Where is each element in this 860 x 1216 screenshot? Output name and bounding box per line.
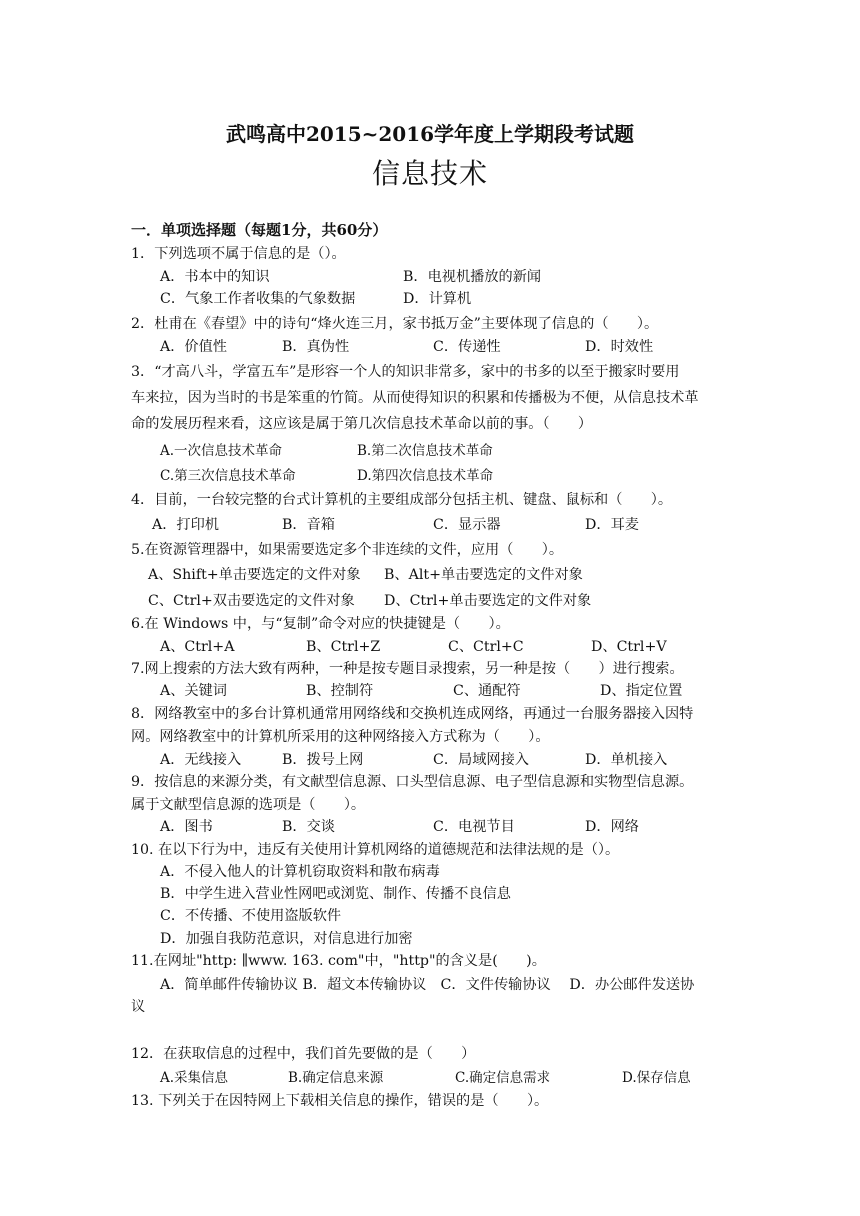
question-4-option-a: A．打印机	[152, 517, 219, 533]
question-7-option-a: A、关键词	[160, 683, 227, 699]
question-3-line-1: 3．“才高八斗，学富五车”是形容一个人的知识非常多，家中的书多的以至于搬家时要用	[131, 364, 680, 380]
question-8-option-c: C．局域网接入	[433, 752, 529, 768]
question-11-options-wrap: 议	[131, 999, 146, 1015]
question-9-option-a: A．图书	[160, 819, 213, 835]
question-13-stem: 13. 下列关于在因特网上下载相关信息的操作，错误的是（ ）。	[131, 1093, 549, 1109]
question-3-line-2: 车来拉，因为当时的书是笨重的竹简。从而使得知识的积累和传播极为不便，从信息技术革	[131, 390, 699, 406]
question-10-option-a: A．不侵入他人的计算机窃取资料和散布病毒	[160, 864, 440, 880]
question-6-option-b: B、Ctrl+Z	[306, 639, 381, 655]
question-9-option-c: C．电视节目	[433, 819, 515, 835]
question-5-option-a: A、Shift+单击要选定的文件对象	[148, 567, 361, 583]
question-9-option-b: B．交谈	[282, 819, 335, 835]
question-2-option-b: B．真伪性	[282, 339, 350, 355]
question-2-option-c: C．传递性	[433, 339, 501, 355]
question-12-option-c: C.确定信息需求	[455, 1070, 551, 1086]
question-3-option-b: B.第二次信息技术革命	[357, 443, 493, 459]
question-4-stem: 4．目前，一台较完整的台式计算机的主要组成部分包括主机、键盘、鼠标和（ ）。	[131, 492, 673, 508]
question-11-options: A．简单邮件传输协议 B．超文本传输协议 C．文件传输协议 D．办公邮件发送协	[160, 977, 695, 993]
question-4-option-c: C．显示器	[433, 517, 501, 533]
question-5-option-c: C、Ctrl+双击要选定的文件对象	[148, 593, 355, 609]
question-7-option-d: D、指定位置	[600, 683, 683, 699]
question-11-stem: 11.在网址"http: ∥www. 163. com"中，"http"的含义是( )。	[131, 953, 546, 969]
question-9-line-1: 9．按信息的来源分类，有文献型信息源、口头型信息源、电子型信息源和实物型信息源。	[131, 774, 694, 790]
question-10-stem: 10. 在以下行为中，违反有关使用计算机网络的道德规范和法律法规的是（）。	[131, 842, 620, 858]
question-10-option-b: B．中学生进入营业性网吧或浏览、制作、传播不良信息	[160, 886, 511, 902]
question-2-stem: 2．杜甫在《春望》中的诗句“烽火连三月，家书抵万金”主要体现了信息的（ ）。	[131, 316, 659, 332]
question-10-option-d: D．加强自我防范意识，对信息进行加密	[160, 931, 413, 947]
question-5-option-d: D、Ctrl+单击要选定的文件对象	[384, 593, 592, 609]
question-8-option-b: B．拨号上网	[282, 752, 364, 768]
question-3-option-d: D.第四次信息技术革命	[357, 468, 494, 484]
question-4-option-d: D．耳麦	[585, 517, 639, 533]
question-1-option-a: A．书本中的知识	[160, 269, 270, 285]
question-1-option-b: B．电视机播放的新闻	[403, 269, 542, 285]
question-12-option-d: D.保存信息	[622, 1070, 691, 1086]
question-10-option-c: C．不传播、不使用盗版软件	[160, 908, 342, 924]
question-12-option-a: A.采集信息	[160, 1070, 229, 1086]
question-6-stem: 6.在 Windows 中，与“复制”命令对应的快捷键是（ ）。	[131, 616, 510, 632]
question-2-option-d: D．时效性	[585, 339, 654, 355]
question-7-stem: 7.网上搜索的方法大致有两种，一种是按专题目录搜索，另一种是按（ ）进行搜索。	[131, 661, 684, 677]
question-9-line-2: 属于文献型信息源的选项是（ ）。	[131, 797, 366, 813]
question-12-stem: 12．在获取信息的过程中，我们首先要做的是（ ）	[131, 1046, 476, 1062]
question-1-stem: 1．下列选项不属于信息的是（）。	[131, 246, 346, 262]
question-3-line-3: 命的发展历程来看，这应该是属于第几次信息技术革命以前的事。（ ）	[131, 416, 593, 432]
question-8-line-2: 网。网络教室中的计算机所采用的这种网络接入方式称为（ ）。	[131, 729, 550, 745]
exam-title: 武鸣高中2015~2016学年度上学期段考试题	[225, 122, 635, 146]
subject-title: 信息技术	[371, 157, 488, 190]
question-12-option-b: B.确定信息来源	[288, 1070, 384, 1086]
question-4-option-b: B．音箱	[282, 517, 335, 533]
question-8-line-1: 8．网络教室中的多台计算机通常用网络线和交换机连成网络，再通过一台服务器接入因特	[131, 706, 694, 722]
question-8-option-d: D．单机接入	[585, 752, 668, 768]
question-1-option-d: D．计算机	[403, 291, 472, 307]
question-3-option-c: C.第三次信息技术革命	[160, 468, 296, 484]
section-heading: 一．单项选择题（每题1分，共60分）	[131, 221, 388, 239]
question-2-option-a: A．价值性	[160, 339, 227, 355]
question-7-option-b: B、控制符	[306, 683, 374, 699]
question-9-option-d: D．网络	[585, 819, 639, 835]
question-5-option-b: B、Alt+单击要选定的文件对象	[384, 567, 583, 583]
question-3-option-a: A.一次信息技术革命	[160, 443, 283, 459]
question-8-option-a: A．无线接入	[160, 752, 242, 768]
question-5-stem: 5.在资源管理器中，如果需要选定多个非连续的文件，应用（ ）。	[131, 542, 564, 558]
question-1-option-c: C．气象工作者收集的气象数据	[160, 291, 356, 307]
question-6-option-c: C、Ctrl+C	[448, 639, 524, 655]
question-6-option-a: A、Ctrl+A	[160, 639, 235, 655]
question-6-option-d: D、Ctrl+V	[591, 639, 667, 655]
question-7-option-c: C、通配符	[453, 683, 521, 699]
